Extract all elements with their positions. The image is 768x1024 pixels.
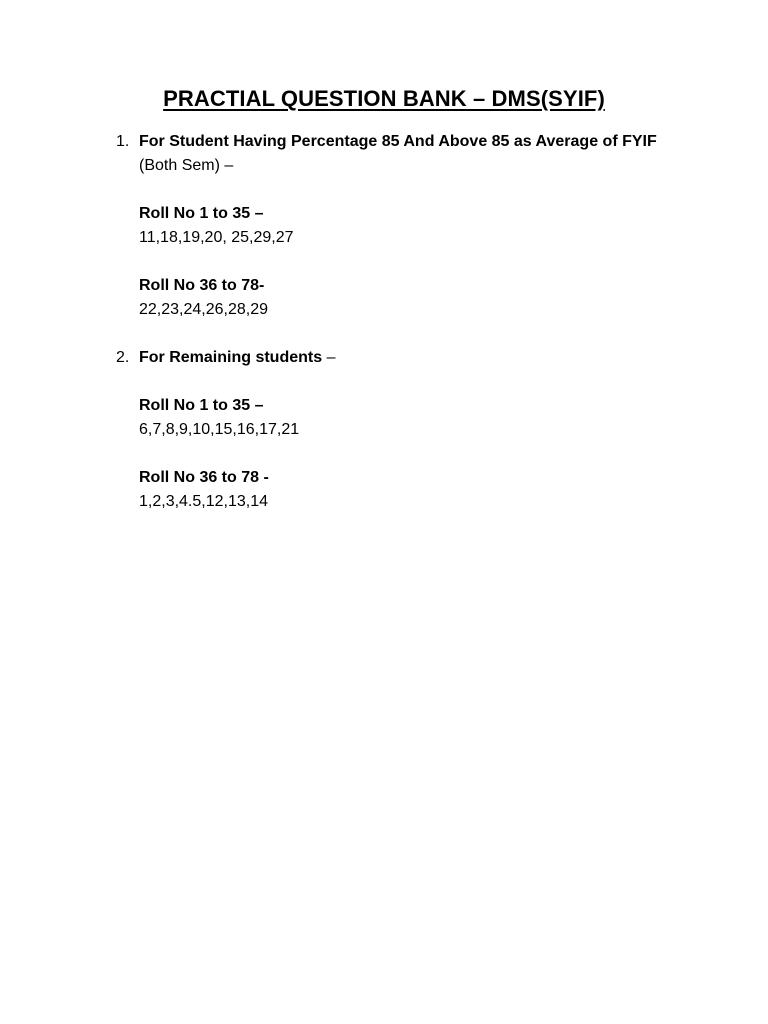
roll-group (139, 394, 639, 442)
list-number: 1. (116, 133, 130, 150)
roll-group-label: Roll No 36 to 78 - (139, 469, 269, 486)
section-heading-normal: (Both Sem) – (139, 157, 234, 174)
roll-group-values: 6,7,8,9,10,15,16,17,21 (139, 421, 300, 438)
list-number: 2. (116, 349, 130, 366)
roll-group (139, 466, 639, 514)
section-heading-normal: – (322, 349, 336, 366)
section-heading (139, 130, 659, 178)
roll-group-label: Roll No 36 to 78- (139, 277, 265, 294)
section-heading-bold: For Student Having Percentage 85 And Above 85 as Average of FYIF (139, 133, 657, 150)
roll-group-values: 11,18,19,20, 25,29,27 (139, 229, 294, 246)
roll-group-label: Roll No 1 to 35 – (139, 397, 264, 414)
roll-group-values: 22,23,24,26,28,29 (139, 301, 269, 318)
document-title: PRACTIAL QUESTION BANK – DMS(SYIF) (163, 86, 605, 111)
section-heading (139, 346, 659, 370)
roll-group-values: 1,2,3,4.5,12,13,14 (139, 493, 268, 510)
roll-group-label: Roll No 1 to 35 – (139, 205, 264, 222)
section-heading-bold: For Remaining students (139, 349, 323, 366)
roll-group (139, 202, 639, 250)
roll-group (139, 274, 639, 322)
